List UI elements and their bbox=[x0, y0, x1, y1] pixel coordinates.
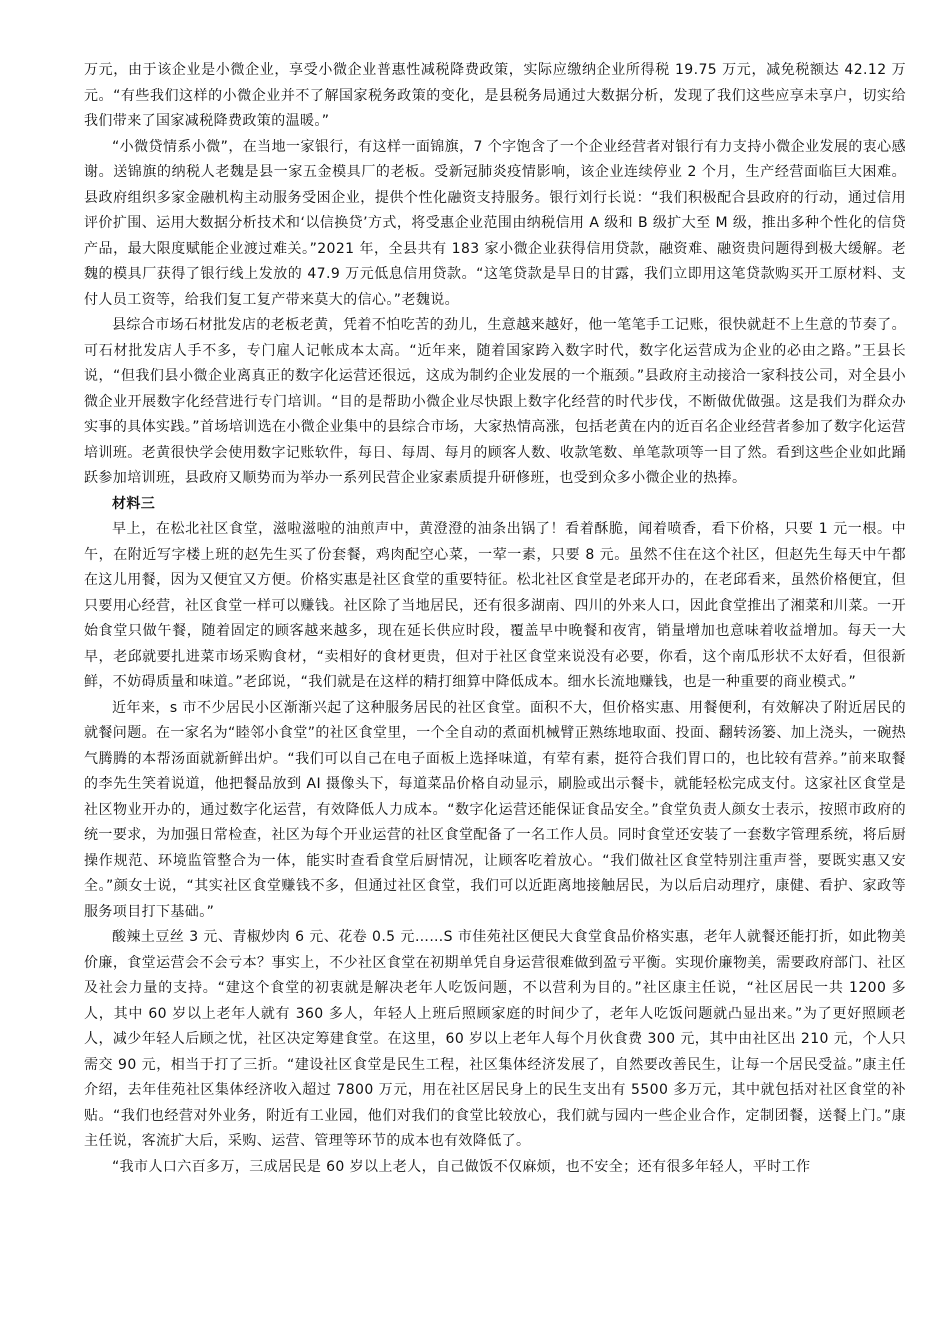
section-heading-material-3: 材料三 bbox=[112, 495, 156, 512]
document-page bbox=[84, 58, 906, 1180]
paragraph-jiayuan-canteen: 酸辣土豆丝 3 元、青椒炒肉 6 元、花卷 0.5 元……S 市佳苑社区便民大食堂食品价格实惠，老年人就餐还能打折，如此物美价廉，食堂运营会不会亏本？事实上，不少社区食堂在初期单凭自身运营很难做到盈亏平衡。实现价廉物美，需要政府部门、社区及社会力量的支持。“建这个食堂的初衷就是解决老年人吃饭问题，不以营利为目的。”社区康主任说，“社区居民一共 1200 多人，其中 60 岁以上老年人就有 360 多人，年轻人上班后照顾家庭的时间少了，老年人吃饭问题就凸显出来。”为了更好照顾老人，减少年轻人后顾之忧，社区决定筹建食堂。在这里，60 岁以上老年人每个月伙食费 300 元，其中由社区出 210 元，个人只需交 90 元，相当于打了三折。“建设社区食堂是民生工程，社区集体经济发展了，自然要改善民生，让每一个居民受益。”康主任介绍，去年佳苑社区集体经济收入超过 7800 万元，用在社区居民身上的民生支出有 5500 多万元，其中就包括对社区食堂的补贴。“我们也经营对外业务，附近有工业园，他们对我们的食堂比较放心，我们就与园内一些企业合作，定制团餐，送餐上门。”康主任说，客流扩大后，采购、运营、管理等环节的成本也有效降低了。 bbox=[84, 929, 906, 1149]
paragraph-city-population: “我市人口六百多万，三成居民是 60 岁以上老人，自己做饭不仅麻烦，也不安全；还有很多年轻人，平时工作 bbox=[112, 1158, 811, 1175]
paragraph-small-loan: “小微贷情系小微”，在当地一家银行，有这样一面锦旗，7 个字饱含了一个企业经营者对银行有力支持小微企业发展的衷心感谢。送锦旗的纳税人老魏是县一家五金模具厂的老板。受新冠肺炎疫情影响，该企业连续停业 2 个月，生产经营面临巨大困难。县政府组织多家金融机构主动服务受困企业，提供个性化融资支持服务。银行刘行长说：“我们积极配合县政府的行动，通过信用评价扩围、运用大数据分析技术和‘以信换贷’方式，将受惠企业范围由纳税信用 A 级和 B 级扩大至 M 级，推出多种个性化的信贷产品，最大限度赋能企业渡过难关。”2021 年，全县共有 183 家小微企业获得信用贷款，融资难、融资贵问题得到极大缓解。老魏的模具厂获得了银行线上发放的 47.9 万元低息信用贷款。“这笔贷款是旱日的甘露，我们立即用这笔贷款购买开工原材料、支付人员工资等，给我们复工复产带来莫大的信心。”老魏说。 bbox=[84, 138, 906, 308]
paragraph-community-canteens: 近年来，s 市不少居民小区渐渐兴起了这种服务居民的社区食堂。面积不大，但价格实惠、用餐便利，有效解决了附近居民的就餐问题。在一家名为“睦邻小食堂”的社区食堂里，一个全自动的煮面机械臂正熟练地取面、投面、翻转汤篓、加上浇头，一碗热气腾腾的本帮汤面就新鲜出炉。“我们可以自己在电子面板上选择味道，有荤有素，挺符合我们胃口的，也比较有营养。”前来取餐的李先生笑着说道，他把餐品放到 AI 摄像头下，每道菜品价格自动显示，刷脸或出示餐卡，就能轻松完成支付。这家社区食堂是社区物业开办的，通过数字化运营，有效降低人力成本。“数字化运营还能保证食品安全。”食堂负责人颜女士表示，按照市政府的统一要求，为加强日常检查，社区为每个开业运营的社区食堂配备了一名工作人员。同时食堂还安装了一套数字管理系统，将后厨操作规范、环境监管整合为一体，能实时查看食堂后厨情况，让顾客吃着放心。“我们做社区食堂特别注重声誉，要既实惠又安全。”颜女士说，“其实社区食堂赚钱不多，但通过社区食堂，我们可以近距离地接触居民，为以后启动理疗，康健、看护、家政等服务项目打下基础。” bbox=[84, 699, 906, 920]
paragraph-digital-training: 县综合市场石材批发店的老板老黄，凭着不怕吃苦的劲儿，生意越来越好，他一笔笔手工记账，很快就赶不上生意的节奏了。可石材批发店人手不多，专门雇人记帐成本太高。“近年来，随着国家跨入数字时代，数字化运营成为企业的必由之路。”王县长说，“但我们县小微企业离真正的数字化运营还很远，这成为制约企业发展的一个瓶颈。”县政府主动接洽一家科技公司，对全县小微企业开展数字化经营进行专门培训。“目的是帮助小微企业尽快跟上数字化经营的时代步伐，不断做优做强。这是我们为群众办实事的具体实践。”首场培训选在小微企业集中的县综合市场，大家热情高涨，包括老黄在内的近百名企业经营者参加了数字化运营培训班。老黄很快学会使用数字记账软件，每日、每周、每月的顾客人数、收款笔数、单笔款项等一目了然。看到这些企业如此踊跃参加培训班，县政府又顺势而为举办一系列民营企业家素质提升研修班，也受到众多小微企业的热捧。 bbox=[84, 317, 906, 486]
paragraph-continued: 万元，由于该企业是小微企业，享受小微企业普惠性减税降费政策，实际应缴纳企业所得税 19.75 万元，减免税额达 42.12 万元。“有些我们这样的小微企业并不了解国家税务政策的变化，是县税务局通过大数据分析，发现了我们这些应享未享户，切实给我们带来了国家减税降费政策的温暖。” bbox=[84, 62, 906, 129]
paragraph-songbei-canteen: 早上，在松北社区食堂，滋啦滋啦的油煎声中，黄澄澄的油条出锅了！看着酥脆，闻着喷香，看下价格，只要 1 元一根。中午，在附近写字楼上班的赵先生买了份套餐，鸡肉配空心菜，一荤一素，只要 8 元。虽然不住在这个社区，但赵先生每天中午都在这儿用餐，因为又便宜又方便。价格实惠是社区食堂的重要特征。松北社区食堂是老邱开办的，在老邱看来，虽然价格便宜，但只要用心经营，社区食堂一样可以赚钱。社区除了当地居民，还有很多湖南、四川的外来人口，因此食堂推出了湘菜和川菜。一开始食堂只做午餐，随着固定的顾客越来越多，现在延长供应时段，覆盖早中晚餐和夜宵，销量增加也意味着收益增加。每天一大早，老邱就要扎进菜市场采购食材，“卖相好的食材更贵，但对于社区食堂来说没有必要，你看，这个南瓜形状不太好看，但很新鲜，不妨碍质量和味道。”老邱说，“我们就是在这样的精打细算中降低成本。细水长流地赚钱，也是一种重要的商业模式。” bbox=[84, 521, 906, 690]
